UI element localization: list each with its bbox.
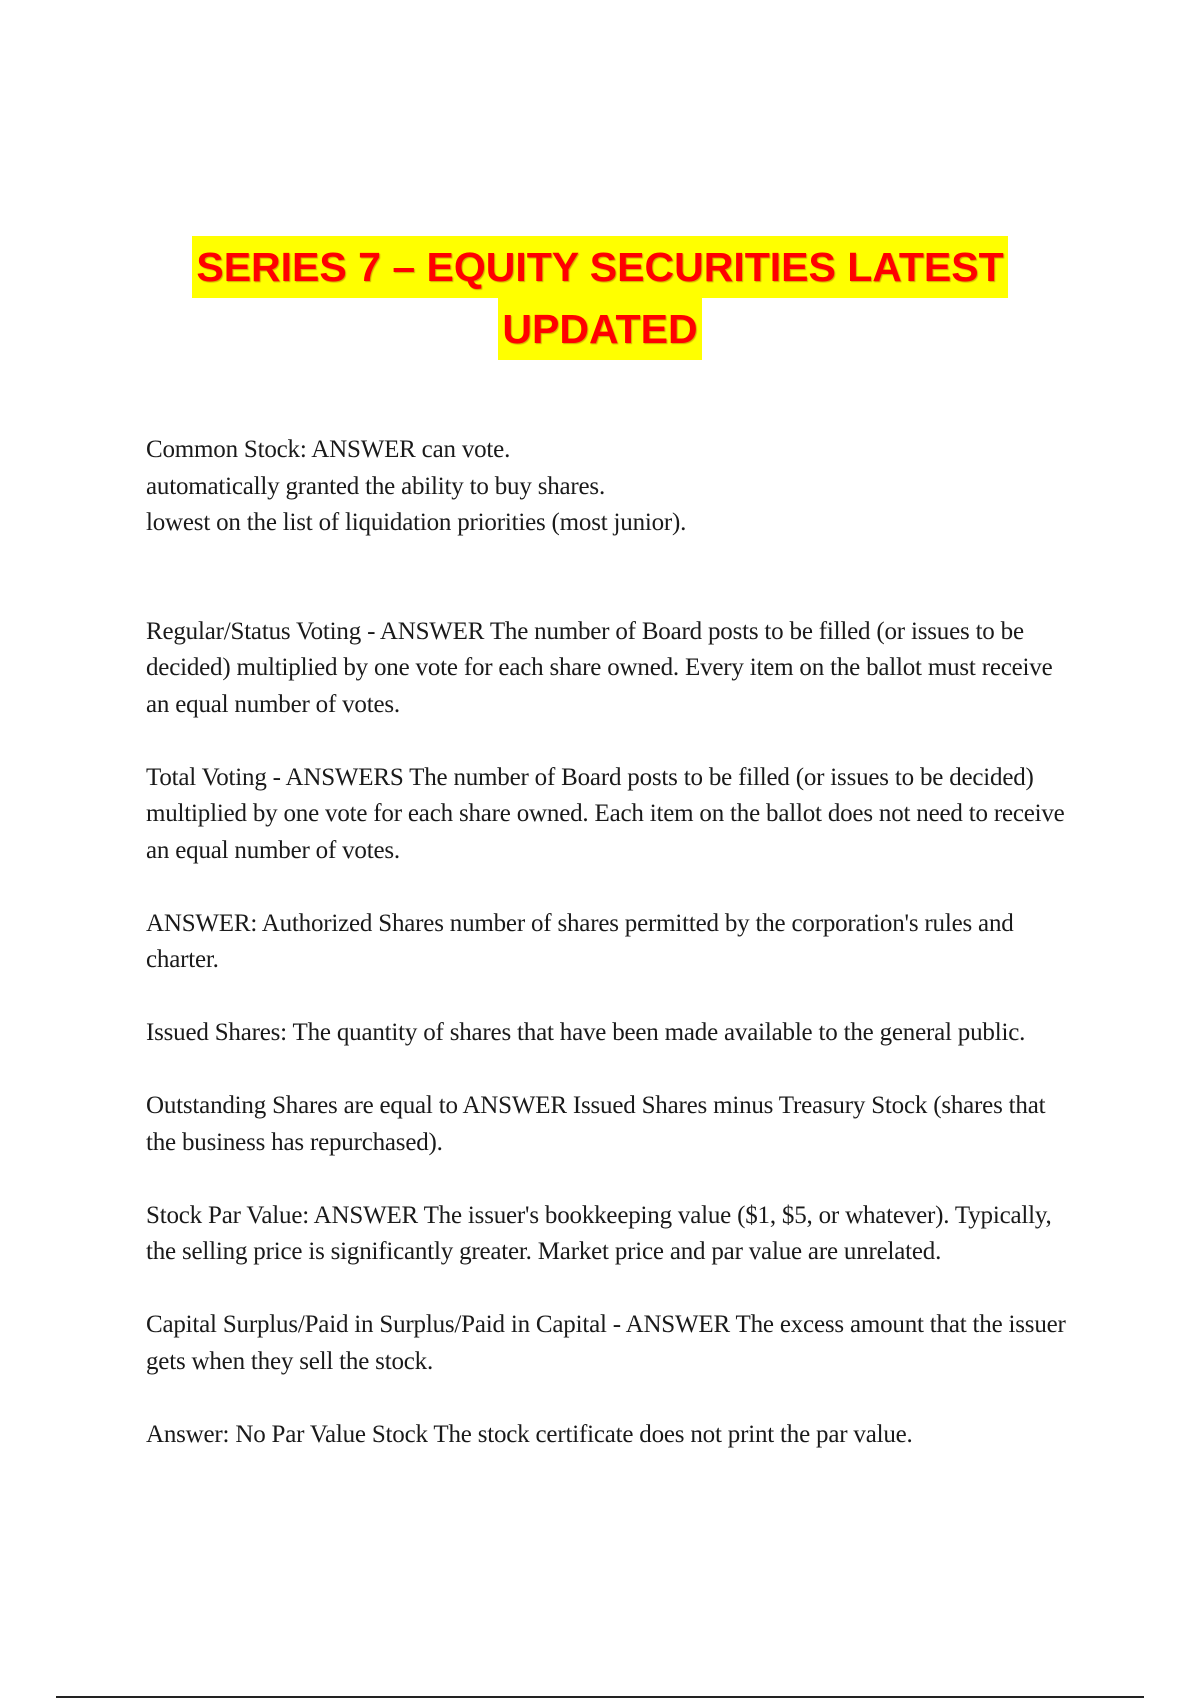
entry-line: lowest on the list of liquidation priorities (most junior). [146, 509, 687, 536]
entry-text: ANSWER: Authorized Shares number of shares permitted by the corporation's rules and charter. [146, 909, 1014, 973]
title-line-2: UPDATED [498, 298, 701, 360]
entry-issued-shares [146, 1015, 1066, 1052]
entry-capital-surplus [146, 1307, 1066, 1380]
entry-text: Stock Par Value: ANSWER The issuer's bookkeeping value ($1, $5, or whatever). Typically, the selling price is significantly greater. Market price and par value are unrelated. [146, 1201, 1052, 1265]
entry-authorized-shares [146, 906, 1066, 979]
entry-regular-voting [146, 614, 1066, 724]
entry-text: Issued Shares: The quantity of shares that have been made available to the general public. [146, 1019, 1026, 1046]
entry-outstanding-shares [146, 1088, 1066, 1161]
entry-par-value [146, 1198, 1066, 1271]
document-body [146, 432, 1066, 1490]
entry-common-stock [146, 432, 1066, 542]
entry-text: Regular/Status Voting - ANSWER The number of Board posts to be filled (or issues to be decided) multiplied by one vote for each share owned. Every item on the ballot must receive an equal number of votes. [146, 617, 1053, 718]
entry-text: Outstanding Shares are equal to ANSWER Issued Shares minus Treasury Stock (shares that the business has repurchased). [146, 1092, 1046, 1156]
entry-text: Answer: No Par Value Stock The stock certificate does not print the par value. [146, 1420, 913, 1448]
entry-line: automatically granted the ability to buy shares. [146, 472, 606, 500]
entry-total-voting [146, 760, 1066, 870]
entry-no-par-value [146, 1417, 1066, 1454]
footer-divider [56, 1696, 1144, 1698]
entry-text: Capital Surplus/Paid in Surplus/Paid in Capital - ANSWER The excess amount that the issuer gets when they sell the stock. [146, 1311, 1066, 1375]
entry-line: Common Stock: ANSWER can vote. [146, 436, 511, 463]
title-line-1: SERIES 7 – EQUITY SECURITIES LATEST [192, 236, 1007, 298]
entry-text: Total Voting - ANSWERS The number of Board posts to be filled (or issues to be decided) multiplied by one vote for each share owned. Each item on the ballot does not need to receive an equal number of votes. [146, 763, 1065, 864]
document-title [130, 236, 1070, 360]
